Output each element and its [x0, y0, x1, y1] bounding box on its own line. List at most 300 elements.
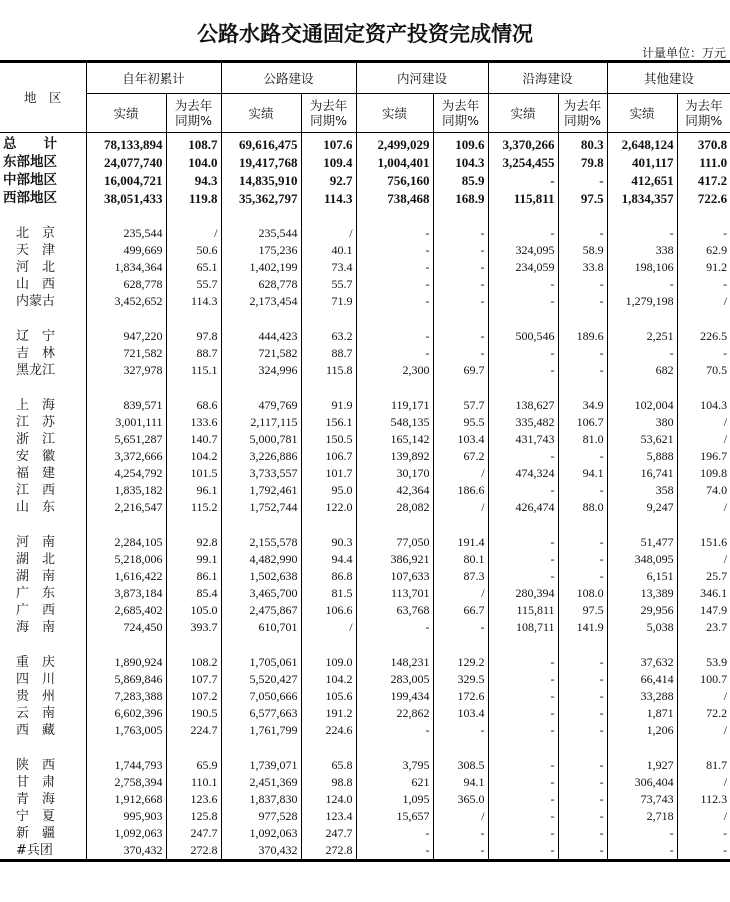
- actual-value-highway: 2,173,454: [221, 293, 301, 310]
- actual-value-other: 1,871: [607, 705, 677, 722]
- yoy-value-coastal: 106.7: [558, 414, 607, 431]
- spacer-cell: [86, 207, 166, 225]
- yoy-value-coastal: 33.8: [558, 259, 607, 276]
- actual-value-inland: 30,170: [356, 465, 433, 482]
- spacer-cell: [301, 516, 356, 534]
- actual-value-highway: 1,752,744: [221, 499, 301, 516]
- actual-value-coastal: -: [488, 345, 558, 362]
- yoy-value-coastal: -: [558, 225, 607, 242]
- yoy-value-highway: 109.0: [301, 654, 356, 671]
- actual-value-total: 2,758,394: [86, 774, 166, 791]
- actual-value-highway: 479,769: [221, 397, 301, 414]
- header-group-highway: 公路建设: [221, 62, 356, 94]
- actual-value-highway: 19,417,768: [221, 153, 301, 171]
- table-row: [0, 585, 730, 602]
- actual-value-inland: 139,892: [356, 448, 433, 465]
- actual-value-highway: 4,482,990: [221, 551, 301, 568]
- table-row: [0, 619, 730, 636]
- yoy-value-other: 100.7: [677, 671, 730, 688]
- yoy-value-other: /: [677, 722, 730, 739]
- spacer-cell: [356, 636, 433, 654]
- yoy-value-highway: 150.5: [301, 431, 356, 448]
- region-name: 总 计: [0, 133, 86, 154]
- table-row: [0, 688, 730, 705]
- actual-value-coastal: -: [488, 654, 558, 671]
- subheader-yoy-line2: 同期%: [685, 113, 723, 128]
- actual-value-other: -: [607, 225, 677, 242]
- spacer-cell: [86, 636, 166, 654]
- yoy-value-coastal: 108.0: [558, 585, 607, 602]
- region-name: 广 东: [0, 585, 86, 602]
- yoy-value-inland: 129.2: [433, 654, 488, 671]
- table-row: [0, 242, 730, 259]
- spacer-cell: [433, 310, 488, 328]
- header-group-total: 自年初累计: [86, 62, 221, 94]
- yoy-value-coastal: 97.5: [558, 602, 607, 619]
- actual-value-coastal: -: [488, 171, 558, 189]
- actual-value-total: 370,432: [86, 842, 166, 861]
- yoy-value-highway: /: [301, 619, 356, 636]
- actual-value-highway: 977,528: [221, 808, 301, 825]
- yoy-value-coastal: 80.3: [558, 133, 607, 154]
- yoy-value-highway: 224.6: [301, 722, 356, 739]
- actual-value-total: 1,890,924: [86, 654, 166, 671]
- yoy-value-inland: 186.6: [433, 482, 488, 499]
- yoy-value-other: -: [677, 825, 730, 842]
- yoy-value-total: 96.1: [166, 482, 221, 499]
- actual-value-highway: 69,616,475: [221, 133, 301, 154]
- region-name: 福 建: [0, 465, 86, 482]
- yoy-value-coastal: 141.9: [558, 619, 607, 636]
- actual-value-coastal: -: [488, 722, 558, 739]
- yoy-value-total: 272.8: [166, 842, 221, 861]
- actual-value-total: 24,077,740: [86, 153, 166, 171]
- yoy-value-coastal: -: [558, 757, 607, 774]
- actual-value-other: 198,106: [607, 259, 677, 276]
- yoy-value-other: -: [677, 345, 730, 362]
- actual-value-coastal: 324,095: [488, 242, 558, 259]
- spacer-cell: [433, 739, 488, 757]
- yoy-value-other: 417.2: [677, 171, 730, 189]
- actual-value-inland: -: [356, 293, 433, 310]
- yoy-value-inland: /: [433, 499, 488, 516]
- actual-value-other: 401,117: [607, 153, 677, 171]
- actual-value-coastal: 3,254,455: [488, 153, 558, 171]
- yoy-value-coastal: 79.8: [558, 153, 607, 171]
- yoy-value-highway: 92.7: [301, 171, 356, 189]
- actual-value-other: 682: [607, 362, 677, 379]
- actual-value-total: 1,912,668: [86, 791, 166, 808]
- actual-value-inland: -: [356, 619, 433, 636]
- table-row: [0, 602, 730, 619]
- yoy-value-total: 115.1: [166, 362, 221, 379]
- subheader-yoy-total: [166, 94, 221, 133]
- actual-value-inland: 3,795: [356, 757, 433, 774]
- yoy-value-highway: 73.4: [301, 259, 356, 276]
- yoy-value-coastal: -: [558, 825, 607, 842]
- spacer-cell: [0, 379, 86, 397]
- actual-value-coastal: -: [488, 688, 558, 705]
- yoy-value-other: 196.7: [677, 448, 730, 465]
- actual-value-highway: 324,996: [221, 362, 301, 379]
- yoy-value-other: 226.5: [677, 328, 730, 345]
- yoy-value-highway: 91.9: [301, 397, 356, 414]
- actual-value-coastal: 280,394: [488, 585, 558, 602]
- yoy-value-inland: /: [433, 465, 488, 482]
- actual-value-coastal: -: [488, 551, 558, 568]
- yoy-value-coastal: -: [558, 842, 607, 861]
- region-name: 山 东: [0, 499, 86, 516]
- yoy-value-coastal: -: [558, 688, 607, 705]
- actual-value-other: 33,288: [607, 688, 677, 705]
- yoy-value-inland: -: [433, 345, 488, 362]
- table-row: [0, 551, 730, 568]
- actual-value-inland: 165,142: [356, 431, 433, 448]
- yoy-value-other: 23.7: [677, 619, 730, 636]
- yoy-value-inland: 85.9: [433, 171, 488, 189]
- yoy-value-total: 99.1: [166, 551, 221, 568]
- actual-value-total: 1,616,422: [86, 568, 166, 585]
- table-row: [0, 448, 730, 465]
- actual-value-total: 1,092,063: [86, 825, 166, 842]
- actual-value-total: 3,873,184: [86, 585, 166, 602]
- yoy-value-coastal: -: [558, 276, 607, 293]
- table-row: [0, 362, 730, 379]
- investment-table: [0, 60, 730, 862]
- table-row: [0, 465, 730, 482]
- yoy-value-other: 91.2: [677, 259, 730, 276]
- yoy-value-total: 50.6: [166, 242, 221, 259]
- yoy-value-other: -: [677, 842, 730, 861]
- yoy-value-total: 247.7: [166, 825, 221, 842]
- yoy-value-highway: 88.7: [301, 345, 356, 362]
- actual-value-total: 628,778: [86, 276, 166, 293]
- actual-value-other: -: [607, 842, 677, 861]
- yoy-value-other: 70.5: [677, 362, 730, 379]
- yoy-value-total: 104.0: [166, 153, 221, 171]
- region-name: 河 北: [0, 259, 86, 276]
- spacer-cell: [221, 739, 301, 757]
- header-region: 地 区: [0, 62, 86, 133]
- yoy-value-total: 105.0: [166, 602, 221, 619]
- actual-value-other: 13,389: [607, 585, 677, 602]
- region-name: 青 海: [0, 791, 86, 808]
- spacer-row: [0, 739, 730, 757]
- table-row: [0, 482, 730, 499]
- region-name: 北 京: [0, 225, 86, 242]
- spacer-cell: [166, 310, 221, 328]
- spacer-cell: [488, 516, 558, 534]
- yoy-value-highway: 114.3: [301, 189, 356, 207]
- actual-value-inland: 22,862: [356, 705, 433, 722]
- actual-value-coastal: 115,811: [488, 602, 558, 619]
- actual-value-coastal: -: [488, 705, 558, 722]
- yoy-value-inland: 87.3: [433, 568, 488, 585]
- yoy-value-coastal: 34.9: [558, 397, 607, 414]
- spacer-cell: [166, 207, 221, 225]
- actual-value-coastal: 108,711: [488, 619, 558, 636]
- subheader-actual-coastal: 实绩: [488, 94, 558, 133]
- table-row: [0, 842, 730, 861]
- yoy-value-inland: 103.4: [433, 705, 488, 722]
- actual-value-other: 1,927: [607, 757, 677, 774]
- actual-value-total: 2,216,547: [86, 499, 166, 516]
- actual-value-total: 327,978: [86, 362, 166, 379]
- table-row: [0, 757, 730, 774]
- spacer-cell: [433, 516, 488, 534]
- actual-value-coastal: -: [488, 534, 558, 551]
- yoy-value-total: 85.4: [166, 585, 221, 602]
- region-name: 湖 北: [0, 551, 86, 568]
- actual-value-coastal: -: [488, 276, 558, 293]
- spacer-cell: [488, 310, 558, 328]
- yoy-value-inland: 109.6: [433, 133, 488, 154]
- table-row: [0, 722, 730, 739]
- actual-value-other: -: [607, 276, 677, 293]
- actual-value-total: 1,744,793: [86, 757, 166, 774]
- spacer-cell: [356, 310, 433, 328]
- actual-value-total: 4,254,792: [86, 465, 166, 482]
- table-row: [0, 791, 730, 808]
- spacer-cell: [607, 207, 677, 225]
- region-name: 重 庆: [0, 654, 86, 671]
- yoy-value-coastal: -: [558, 808, 607, 825]
- region-name: 浙 江: [0, 431, 86, 448]
- actual-value-coastal: -: [488, 671, 558, 688]
- spacer-cell: [607, 379, 677, 397]
- yoy-value-inland: 69.7: [433, 362, 488, 379]
- yoy-value-coastal: -: [558, 534, 607, 551]
- actual-value-inland: 2,300: [356, 362, 433, 379]
- actual-value-other: 6,151: [607, 568, 677, 585]
- spacer-cell: [166, 739, 221, 757]
- yoy-value-other: 370.8: [677, 133, 730, 154]
- yoy-value-inland: 104.3: [433, 153, 488, 171]
- actual-value-inland: -: [356, 242, 433, 259]
- actual-value-highway: 1,705,061: [221, 654, 301, 671]
- spacer-row: [0, 636, 730, 654]
- actual-value-total: 3,452,652: [86, 293, 166, 310]
- yoy-value-highway: 107.6: [301, 133, 356, 154]
- yoy-value-total: 65.1: [166, 259, 221, 276]
- yoy-value-highway: /: [301, 225, 356, 242]
- region-name: 宁 夏: [0, 808, 86, 825]
- subheader-yoy-line1: 为去年: [441, 98, 480, 113]
- subheader-actual-total: 实绩: [86, 94, 166, 133]
- region-name: 西 藏: [0, 722, 86, 739]
- actual-value-highway: 2,155,578: [221, 534, 301, 551]
- yoy-value-inland: -: [433, 842, 488, 861]
- yoy-value-total: 393.7: [166, 619, 221, 636]
- actual-value-other: 1,834,357: [607, 189, 677, 207]
- spacer-cell: [677, 310, 730, 328]
- actual-value-other: 9,247: [607, 499, 677, 516]
- header-group-coastal: 沿海建设: [488, 62, 607, 94]
- yoy-value-other: 346.1: [677, 585, 730, 602]
- actual-value-coastal: -: [488, 808, 558, 825]
- yoy-value-inland: 172.6: [433, 688, 488, 705]
- actual-value-coastal: -: [488, 568, 558, 585]
- actual-value-other: 2,251: [607, 328, 677, 345]
- yoy-value-total: 88.7: [166, 345, 221, 362]
- actual-value-other: 102,004: [607, 397, 677, 414]
- spacer-cell: [677, 636, 730, 654]
- actual-value-highway: 235,544: [221, 225, 301, 242]
- region-name: 中部地区: [0, 171, 86, 189]
- yoy-value-inland: /: [433, 808, 488, 825]
- spacer-cell: [607, 636, 677, 654]
- yoy-value-other: /: [677, 808, 730, 825]
- yoy-value-coastal: -: [558, 362, 607, 379]
- actual-value-inland: 119,171: [356, 397, 433, 414]
- yoy-value-total: 108.2: [166, 654, 221, 671]
- region-name: 天 津: [0, 242, 86, 259]
- region-name: 陕 西: [0, 757, 86, 774]
- yoy-value-total: 101.5: [166, 465, 221, 482]
- yoy-value-highway: 191.2: [301, 705, 356, 722]
- yoy-value-total: 55.7: [166, 276, 221, 293]
- yoy-value-coastal: -: [558, 293, 607, 310]
- actual-value-inland: -: [356, 825, 433, 842]
- actual-value-highway: 1,739,071: [221, 757, 301, 774]
- yoy-value-other: /: [677, 293, 730, 310]
- yoy-value-inland: 103.4: [433, 431, 488, 448]
- yoy-value-other: /: [677, 688, 730, 705]
- table-row: [0, 225, 730, 242]
- actual-value-highway: 628,778: [221, 276, 301, 293]
- region-name: 四 川: [0, 671, 86, 688]
- yoy-value-highway: 122.0: [301, 499, 356, 516]
- spacer-cell: [558, 636, 607, 654]
- actual-value-total: 1,835,182: [86, 482, 166, 499]
- table-row: [0, 259, 730, 276]
- yoy-value-inland: -: [433, 722, 488, 739]
- subheader-yoy-line2: 同期%: [175, 113, 212, 128]
- yoy-value-other: 53.9: [677, 654, 730, 671]
- actual-value-inland: -: [356, 328, 433, 345]
- spacer-cell: [221, 310, 301, 328]
- spacer-cell: [221, 636, 301, 654]
- yoy-value-total: 104.2: [166, 448, 221, 465]
- region-name: 吉 林: [0, 345, 86, 362]
- actual-value-coastal: -: [488, 757, 558, 774]
- actual-value-inland: 548,135: [356, 414, 433, 431]
- actual-value-inland: 386,921: [356, 551, 433, 568]
- actual-value-other: 5,888: [607, 448, 677, 465]
- actual-value-total: 7,283,388: [86, 688, 166, 705]
- yoy-value-other: /: [677, 414, 730, 431]
- yoy-value-highway: 101.7: [301, 465, 356, 482]
- yoy-value-coastal: -: [558, 448, 607, 465]
- actual-value-coastal: -: [488, 448, 558, 465]
- table-row: [0, 414, 730, 431]
- actual-value-other: 1,206: [607, 722, 677, 739]
- actual-value-inland: 2,499,029: [356, 133, 433, 154]
- actual-value-other: 306,404: [607, 774, 677, 791]
- table-row: [0, 431, 730, 448]
- actual-value-inland: -: [356, 722, 433, 739]
- yoy-value-total: 86.1: [166, 568, 221, 585]
- yoy-value-other: /: [677, 551, 730, 568]
- actual-value-highway: 1,092,063: [221, 825, 301, 842]
- actual-value-coastal: 426,474: [488, 499, 558, 516]
- subheader-yoy-line2: 同期%: [442, 113, 479, 128]
- actual-value-coastal: -: [488, 482, 558, 499]
- yoy-value-coastal: -: [558, 345, 607, 362]
- yoy-value-highway: 106.6: [301, 602, 356, 619]
- region-name: 山 西: [0, 276, 86, 293]
- actual-value-inland: 28,082: [356, 499, 433, 516]
- spacer-cell: [0, 739, 86, 757]
- yoy-value-inland: -: [433, 225, 488, 242]
- actual-value-inland: 77,050: [356, 534, 433, 551]
- spacer-row: [0, 516, 730, 534]
- table-row: [0, 345, 730, 362]
- actual-value-highway: 2,475,867: [221, 602, 301, 619]
- actual-value-other: 1,279,198: [607, 293, 677, 310]
- table-row: [0, 671, 730, 688]
- actual-value-highway: 14,835,910: [221, 171, 301, 189]
- region-name: #兵团: [0, 842, 86, 861]
- yoy-value-total: 123.6: [166, 791, 221, 808]
- yoy-value-highway: 272.8: [301, 842, 356, 861]
- subheader-yoy-line2: 同期%: [564, 113, 601, 128]
- actual-value-coastal: 138,627: [488, 397, 558, 414]
- yoy-value-highway: 98.8: [301, 774, 356, 791]
- yoy-value-inland: -: [433, 276, 488, 293]
- yoy-value-other: 147.9: [677, 602, 730, 619]
- spacer-cell: [356, 739, 433, 757]
- actual-value-highway: 721,582: [221, 345, 301, 362]
- yoy-value-inland: 329.5: [433, 671, 488, 688]
- summary-row: [0, 153, 730, 171]
- actual-value-other: 5,038: [607, 619, 677, 636]
- actual-value-total: 2,685,402: [86, 602, 166, 619]
- spacer-cell: [488, 207, 558, 225]
- actual-value-coastal: -: [488, 842, 558, 861]
- yoy-value-other: 104.3: [677, 397, 730, 414]
- spacer-cell: [677, 379, 730, 397]
- spacer-cell: [301, 310, 356, 328]
- yoy-value-inland: -: [433, 259, 488, 276]
- yoy-value-total: 140.7: [166, 431, 221, 448]
- yoy-value-inland: 365.0: [433, 791, 488, 808]
- subheader-yoy-other: [677, 94, 730, 133]
- yoy-value-coastal: 94.1: [558, 465, 607, 482]
- spacer-cell: [677, 207, 730, 225]
- spacer-cell: [488, 636, 558, 654]
- yoy-value-highway: 94.4: [301, 551, 356, 568]
- actual-value-coastal: 3,370,266: [488, 133, 558, 154]
- actual-value-inland: 738,468: [356, 189, 433, 207]
- yoy-value-other: 25.7: [677, 568, 730, 585]
- table-row: [0, 293, 730, 310]
- yoy-value-inland: -: [433, 328, 488, 345]
- yoy-value-total: 224.7: [166, 722, 221, 739]
- actual-value-highway: 1,837,830: [221, 791, 301, 808]
- yoy-value-highway: 40.1: [301, 242, 356, 259]
- spacer-cell: [677, 516, 730, 534]
- actual-value-other: 338: [607, 242, 677, 259]
- yoy-value-total: 68.6: [166, 397, 221, 414]
- actual-value-highway: 2,451,369: [221, 774, 301, 791]
- yoy-value-total: 108.7: [166, 133, 221, 154]
- spacer-cell: [607, 310, 677, 328]
- spacer-cell: [356, 516, 433, 534]
- spacer-cell: [488, 379, 558, 397]
- yoy-value-inland: -: [433, 619, 488, 636]
- actual-value-inland: 148,231: [356, 654, 433, 671]
